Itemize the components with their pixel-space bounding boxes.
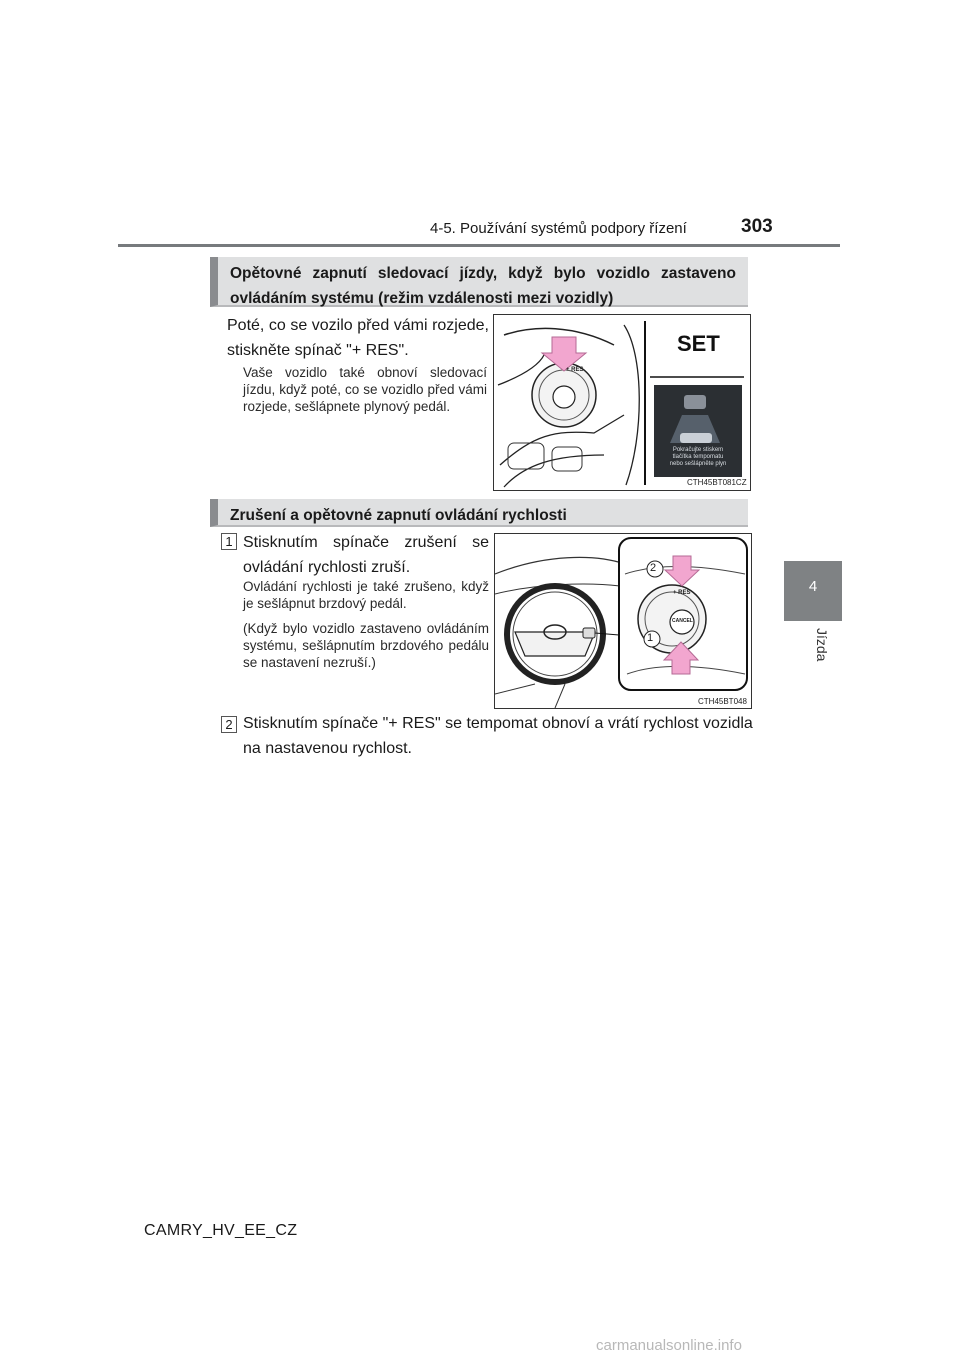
section-heading: Opětovné zapnutí sledovací jízdy, když bylo vozidlo zastaveno ovládáním systému (režim vzdálenosti mezi vozidly)	[210, 257, 748, 307]
section-heading: Zrušení a opětovné zapnutí ovládání rychlosti	[210, 499, 748, 527]
step1-note: Ovládání rychlosti je také zrušeno, když je sešlápnut brzdový pedál.	[243, 579, 489, 611]
figure-cancel-res	[494, 533, 752, 709]
page-number: 303	[741, 216, 773, 237]
step1-text: Stisknutím spínače zrušení se ovládání rychlosti zruší.	[243, 534, 489, 576]
callout-1: 1	[647, 632, 654, 644]
display-line-2: tlačítka tempomatu	[672, 454, 724, 460]
chapter-label: Jízda	[814, 628, 830, 662]
figure-code: CTH45BT048	[698, 697, 747, 706]
cancel-label: CANCEL	[672, 618, 693, 624]
model-code: CAMRY_HV_EE_CZ	[144, 1222, 298, 1239]
display-line-1: Pokračujte stiskem	[672, 447, 724, 453]
step-number: 2	[221, 716, 237, 733]
chapter-tab: 4	[784, 561, 842, 621]
callout-2: 2	[650, 562, 657, 574]
step1-note-parenthetical: (Když bylo vozidlo zastaveno ovládáním systému, sešlápnutím brzdového pedálu se nastavení nezruší.)	[243, 621, 489, 670]
figure-steering-res	[493, 314, 751, 491]
figure-code: CTH45BT081CZ	[687, 478, 747, 487]
section1-instruction: Poté, co se vozilo před vámi rozjede, stiskněte spínač "+ RES".	[227, 317, 489, 359]
steering-wheel-illustration	[495, 534, 751, 708]
res-label: + RES	[566, 367, 584, 373]
step2-text: Stisknutím spínače "+ RES" se tempomat obnoví a vrátí rychlost vozidla na nastavenou rychlost.	[243, 715, 753, 757]
res-label: + RES	[673, 590, 691, 596]
set-text: SET	[677, 331, 720, 356]
running-header: 4-5. Používání systémů podpory řízení	[430, 220, 687, 237]
section1-note: Vaše vozidlo také obnoví sledovací jízdu, když poté, co se vozidlo před vámi rozjede, sešlápnete plynový pedál.	[243, 365, 487, 414]
display-line-3: nebo sešlápněte plyn	[669, 461, 727, 467]
step-number: 1	[221, 533, 237, 550]
watermark: carmanualsonline.info	[596, 1337, 742, 1354]
header-rule	[118, 244, 840, 247]
display-message	[656, 447, 740, 468]
